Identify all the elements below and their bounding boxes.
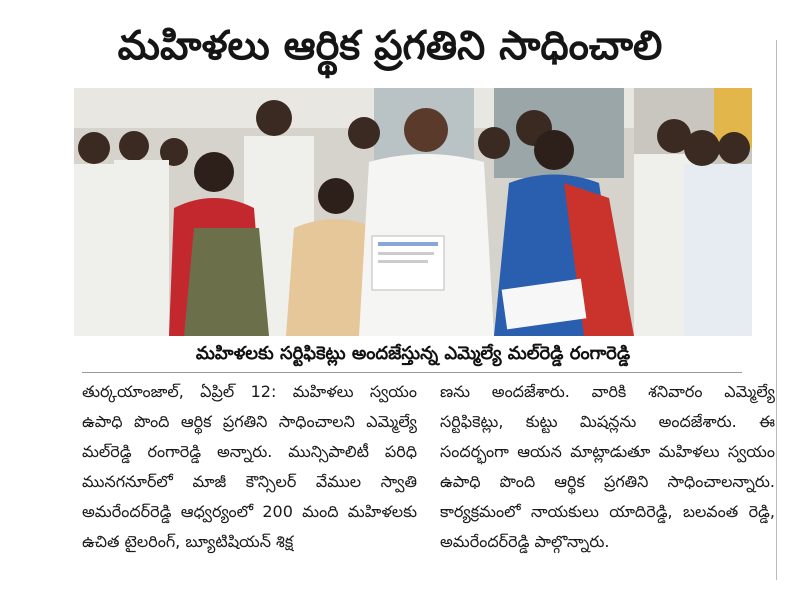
column-edge-divider bbox=[776, 40, 777, 580]
article-headline: మహిళలు ఆర్థిక ప్రగతిని సాధించాలి bbox=[117, 23, 663, 69]
news-photo bbox=[74, 88, 752, 336]
article-body-left-column: తుర్కయాంజాల్, ఏప్రిల్ 12: మహిళలు స్వయం ఉపాధి పొంది ఆర్థిక ప్రగతిని సాధించాలని ఎమ్మెల్యే మల్‌రెడ్డి రంగారెడ్డి అన్నారు. మున్సిపాలిటీ పరిధి మునగనూర్‌లో మాజీ కౌన్సిలర్ వేముల స్వాతి అమరేందర్‌రెడ్డి ఆధ్వర్యంలో 200 మంది మహిళలకు ఉచిత టైలరింగ్, బ్యూటిషియన్ శిక్ష bbox=[82, 382, 417, 551]
article-body-right-column: ణను అందజేశారు. వారికి శనివారం ఎమ్మెల్యే సర్టిఫికెట్లు, కుట్టు మిషన్లను అందజేశారు. ఈ సందర్భంగా ఆయన మాట్లాడుతూ మహిళలు స్వయం ఉపాధి పొంది ఆర్థిక ప్రగతిని సాధించాలన్నారు. కార్యక్రమంలో నాయకులు యాదిరెడ్డి, బలవంత రెడ్డి, అమరేందర్‌రెడ్డి పాల్గొన్నారు. bbox=[440, 382, 775, 551]
photo-caption: మహిళలకు సర్టిఫికెట్లు అందజేస్తున్న ఎమ్మెల్యే మల్‌రెడ్డి రంగారెడ్డి bbox=[195, 343, 631, 364]
caption-divider bbox=[82, 372, 742, 373]
